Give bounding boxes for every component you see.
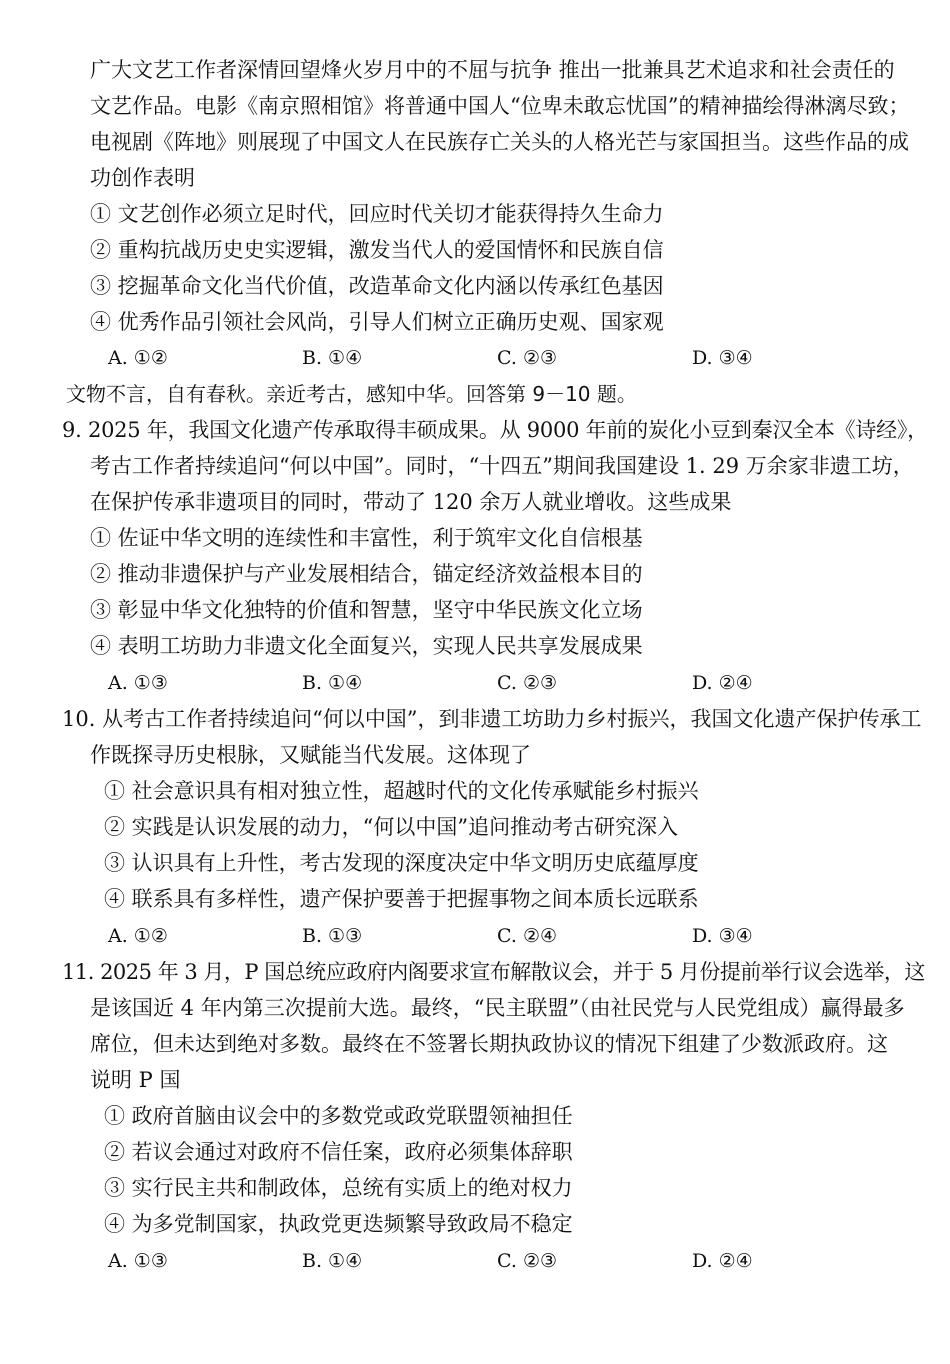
statement-option: ① 文艺创作必须立足时代，回应时代关切才能获得持久生命力 (90, 202, 664, 226)
answer-choice-d: D. ③④ (692, 925, 753, 947)
question-stem-line: 作既探寻历史根脉，又赋能当代发展。这体现了 (90, 743, 531, 767)
answer-choice-c: C. ②③ (497, 347, 558, 369)
question-stem-line: 功创作表明 (90, 166, 195, 190)
statement-option: ④ 为多党制国家，执政党更迭频繁导致政局不稳定 (104, 1212, 573, 1236)
statement-option: ② 推动非遗保护与产业发展相结合，锚定经济效益根本目的 (90, 562, 643, 586)
statement-option: ② 实践是认识发展的动力，“何以中国”追问推动考古研究深入 (104, 815, 679, 839)
answer-choice-b: B. ①④ (302, 672, 363, 694)
answer-choice-b: B. ①③ (302, 925, 363, 947)
statement-option: ④ 优秀作品引领社会风尚，引导人们树立正确历史观、国家观 (90, 310, 664, 334)
answer-choice-c: C. ②④ (497, 925, 558, 947)
answer-choice-d: D. ②④ (692, 1250, 753, 1272)
answer-choice-a: A. ①③ (108, 1250, 168, 1272)
section-intro: 文物不言，自有春秋。亲近考古，感知中华。回答第 9－10 题。 (66, 382, 637, 406)
question-stem-line: 10. 从考古工作者持续追问“何以中国”，到非遗工坊助力乡村振兴，我国文化遗产保护传承工 (62, 707, 922, 731)
statement-option: ② 重构抗战历史史实逻辑，激发当代人的爱国情怀和民族自信 (90, 238, 664, 262)
answer-choice-c: C. ②③ (497, 672, 558, 694)
answer-choice-a: A. ①③ (108, 672, 168, 694)
statement-option: ① 政府首脑由议会中的多数党或政党联盟领袖担任 (104, 1104, 573, 1128)
statement-option: ③ 挖掘革命文化当代价值，改造革命文化内涵以传承红色基因 (90, 274, 664, 298)
answer-choice-b: B. ①④ (302, 347, 363, 369)
question-stem-line: 11. 2025 年 3 月，P 国总统应政府内阁要求宣布解散议会，并于 5 月份提前举行议会选举，这 (62, 960, 925, 984)
statement-option: ③ 实行民主共和制政体，总统有实质上的绝对权力 (104, 1176, 573, 1200)
question-stem-line: 文艺作品。电影《南京照相馆》将普通中国人“位卑未敢忘忧国”的精神描绘得淋漓尽致； (90, 94, 910, 118)
answer-choice-a: A. ①② (108, 925, 168, 947)
question-stem-line: 9. 2025 年，我国文化遗产传承取得丰硕成果。从 9000 年前的炭化小豆到秦汉全本《诗经》， (62, 418, 928, 442)
answer-choice-d: D. ③④ (692, 347, 753, 369)
question-stem-line: 考古工作者持续追问“何以中国”。同时，“十四五”期间我国建设 1. 29 万余家非遗工坊， (90, 454, 914, 478)
question-stem-line: 是该国近 4 年内第三次提前大选。最终，“民主联盟”（由社民党与人民党组成）赢得最多 (90, 996, 905, 1020)
answer-choice-a: A. ①② (108, 347, 168, 369)
statement-option: ② 若议会通过对政府不信任案，政府必须集体辞职 (104, 1140, 573, 1164)
statement-option: ① 社会意识具有相对独立性，超越时代的文化传承赋能乡村振兴 (104, 779, 699, 803)
statement-option: ④ 联系具有多样性，遗产保护要善于把握事物之间本质长远联系 (104, 887, 699, 911)
answer-choice-d: D. ②④ (692, 672, 753, 694)
statement-option: ① 佐证中华文明的连续性和丰富性，利于筑牢文化自信根基 (90, 526, 643, 550)
answer-choice-b: B. ①④ (302, 1250, 363, 1272)
question-stem-line: 广大文艺工作者深情回望烽火岁月中的不屈与抗争 推出一批兼具艺术追求和社会责任的 (90, 58, 895, 82)
answer-choice-c: C. ②③ (497, 1250, 558, 1272)
question-stem-line: 说明 P 国 (90, 1068, 181, 1092)
statement-option: ③ 认识具有上升性，考古发现的深度决定中华文明历史底蕴厚度 (104, 851, 699, 875)
statement-option: ④ 表明工坊助力非遗文化全面复兴，实现人民共享发展成果 (90, 634, 643, 658)
question-stem-line: 电视剧《阵地》则展现了中国文人在民族存亡关头的人格光芒与家国担当。这些作品的成 (90, 130, 909, 154)
question-stem-line: 席位，但未达到绝对多数。最终在不签署长期执政协议的情况下组建了少数派政府。这 (90, 1032, 888, 1056)
question-stem-line: 在保护传承非遗项目的同时，带动了 120 余万人就业增收。这些成果 (90, 490, 732, 514)
statement-option: ③ 彰显中华文化独特的价值和智慧，坚守中华民族文化立场 (90, 598, 643, 622)
